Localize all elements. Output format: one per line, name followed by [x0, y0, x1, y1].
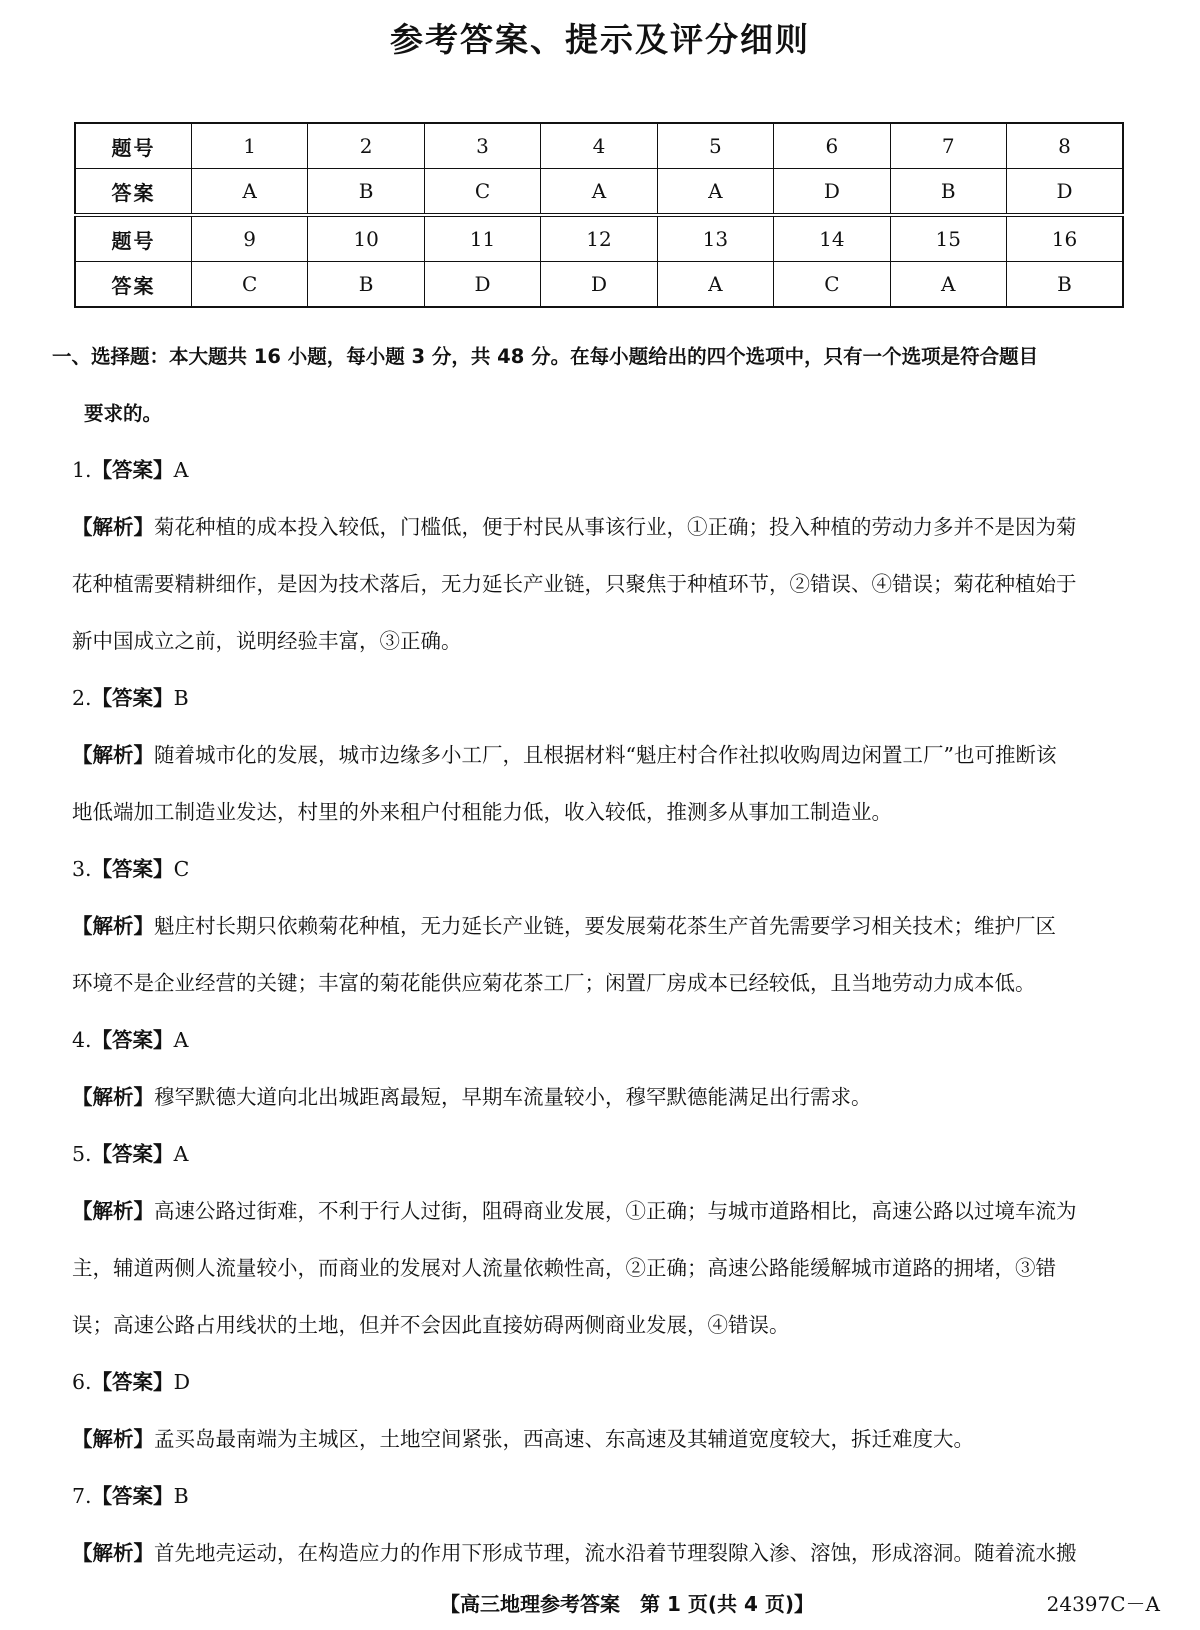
question-number-cell: 1	[191, 123, 307, 169]
question-answer-line	[52, 1354, 1152, 1411]
question-number: 5.	[72, 1142, 92, 1166]
analysis-text: 花种植需要精耕细作，是因为技术落后，无力延长产业链，只聚焦于种植环节，②错误、④错误；菊花种植始于	[72, 572, 1077, 596]
question-number-cell: 5	[657, 123, 773, 169]
section-heading-line2: 要求的。	[84, 402, 163, 425]
question-number: 3.	[72, 857, 92, 881]
answer-cell: D	[774, 169, 890, 216]
answer-value: B	[173, 1484, 189, 1508]
analysis-line	[52, 1069, 1152, 1126]
analysis-text: 地低端加工制造业发达，村里的外来租户付租能力低，收入较低，推测多从事加工制造业。	[72, 800, 892, 824]
question-number-cell: 7	[890, 123, 1006, 169]
answer-cell: A	[541, 169, 657, 216]
question-answer-line	[52, 670, 1152, 727]
answer-tag: 【答案】	[91, 458, 174, 482]
analysis-line	[52, 556, 1152, 613]
question-number-cell: 4	[541, 123, 657, 169]
question-number-cell: 11	[424, 215, 540, 262]
question-answer-line	[52, 442, 1152, 499]
question-number: 2.	[72, 686, 92, 710]
section-heading-line1: 一、选择题：本大题共 16 小题，每小题 3 分，共 48 分。在每小题给出的四个选项中，只有一个选项是符合题目	[52, 345, 1039, 368]
analysis-line	[52, 727, 1152, 784]
question-answer-line	[52, 841, 1152, 898]
analysis-text: 孟买岛最南端为主城区，土地空间紧张，西高速、东高速及其辅道宽度较大，拆迁难度大。	[154, 1427, 974, 1451]
question-number-cell: 16	[1007, 215, 1124, 262]
analysis-text: 随着城市化的发展，城市边缘多小工厂，且根据材料“魁庄村合作社拟收购周边闲置工厂”也可推断该	[154, 743, 1057, 767]
analysis-tag: 【解析】	[72, 1427, 154, 1451]
analysis-line	[52, 613, 1152, 670]
row-label-answer: 答案	[75, 169, 191, 216]
analysis-tag: 【解析】	[72, 1541, 154, 1565]
analysis-line	[52, 1183, 1152, 1240]
answer-table	[74, 122, 1124, 308]
question-number-cell: 6	[774, 123, 890, 169]
question-number-cell: 3	[424, 123, 540, 169]
question-number: 7.	[72, 1484, 92, 1508]
answer-cell: B	[1007, 262, 1124, 308]
answer-value: A	[173, 1028, 189, 1052]
analysis-text: 魁庄村长期只依赖菊花种植，无力延长产业链，要发展菊花茶生产首先需要学习相关技术；维护厂区	[154, 914, 1056, 938]
answer-tag: 【答案】	[91, 857, 174, 881]
analysis-text: 高速公路过街难，不利于行人过街，阻碍商业发展，①正确；与城市道路相比，高速公路以过境车流为	[154, 1199, 1077, 1223]
answer-cell: B	[308, 169, 424, 216]
table-row-numbers	[75, 123, 1123, 169]
analysis-tag: 【解析】	[72, 743, 154, 767]
content	[52, 328, 1152, 1582]
question-answer-line	[52, 1012, 1152, 1069]
analysis-line	[52, 898, 1152, 955]
analysis-tag: 【解析】	[72, 1199, 154, 1223]
question-number: 6.	[72, 1370, 92, 1394]
answer-cell: D	[541, 262, 657, 308]
row-label-number: 题号	[75, 215, 191, 262]
analysis-text: 环境不是企业经营的关键；丰富的菊花能供应菊花茶工厂；闲置厂房成本已经较低，且当地劳动力成本低。	[72, 971, 1036, 995]
question-list	[52, 442, 1152, 1582]
answer-cell: A	[191, 169, 307, 216]
answer-cell: C	[774, 262, 890, 308]
answer-tag: 【答案】	[91, 1370, 174, 1394]
table-row-answers	[75, 262, 1123, 308]
question-answer-line	[52, 1126, 1152, 1183]
table-row-answers	[75, 169, 1123, 216]
footer-code: 24397C－A	[1046, 1592, 1160, 1616]
answer-cell: A	[890, 262, 1006, 308]
answer-value: B	[173, 686, 189, 710]
analysis-line	[52, 784, 1152, 841]
footer	[0, 1588, 1200, 1622]
answer-tag: 【答案】	[91, 1484, 174, 1508]
answer-tag: 【答案】	[91, 1028, 174, 1052]
answer-tag: 【答案】	[91, 686, 174, 710]
analysis-text: 新中国成立之前，说明经验丰富，③正确。	[72, 629, 462, 653]
analysis-text: 主，辅道两侧人流量较小，而商业的发展对人流量依赖性高，②正确；高速公路能缓解城市道路的拥堵，③错	[72, 1256, 1056, 1280]
row-label-number: 题号	[75, 123, 191, 169]
analysis-line	[52, 499, 1152, 556]
answer-cell: C	[191, 262, 307, 308]
answer-cell: D	[424, 262, 540, 308]
answer-cell: B	[890, 169, 1006, 216]
analysis-line	[52, 955, 1152, 1012]
answer-cell: B	[308, 262, 424, 308]
analysis-tag: 【解析】	[72, 1085, 154, 1109]
question-answer-line	[52, 1468, 1152, 1525]
question-number: 1.	[72, 458, 92, 482]
answer-value: D	[173, 1370, 190, 1394]
answer-value: A	[173, 458, 189, 482]
analysis-text: 穆罕默德大道向北出城距离最短，早期车流量较小，穆罕默德能满足出行需求。	[154, 1085, 872, 1109]
question-number-cell: 9	[191, 215, 307, 262]
question-number-cell: 15	[890, 215, 1006, 262]
page-title: 参考答案、提示及评分细则	[390, 20, 810, 59]
answer-cell: A	[657, 169, 773, 216]
answer-value: C	[173, 857, 190, 881]
question-number-cell: 14	[774, 215, 890, 262]
analysis-line	[52, 1411, 1152, 1468]
answer-cell: C	[424, 169, 540, 216]
question-number-cell: 13	[657, 215, 773, 262]
analysis-text: 误；高速公路占用线状的土地，但并不会因此直接妨碍两侧商业发展，④错误。	[72, 1313, 790, 1337]
table-row-numbers	[75, 215, 1123, 262]
analysis-tag: 【解析】	[72, 914, 154, 938]
answer-tag: 【答案】	[91, 1142, 174, 1166]
answer-cell: D	[1007, 169, 1124, 216]
question-number: 4.	[72, 1028, 92, 1052]
question-number-cell: 8	[1007, 123, 1124, 169]
row-label-answer: 答案	[75, 262, 191, 308]
question-number-cell: 2	[308, 123, 424, 169]
analysis-text: 菊花种植的成本投入较低，门槛低，便于村民从事该行业，①正确；投入种植的劳动力多并不是因为菊	[154, 515, 1077, 539]
question-number-cell: 12	[541, 215, 657, 262]
answer-cell: A	[657, 262, 773, 308]
analysis-line	[52, 1525, 1152, 1582]
answer-value: A	[173, 1142, 189, 1166]
footer-page-info: 【高三地理参考答案 第 1 页(共 4 页)】	[440, 1592, 814, 1616]
analysis-line	[52, 1297, 1152, 1354]
analysis-text: 首先地壳运动，在构造应力的作用下形成节理，流水沿着节理裂隙入渗、溶蚀，形成溶洞。随着流水搬	[154, 1541, 1077, 1565]
question-number-cell: 10	[308, 215, 424, 262]
analysis-line	[52, 1240, 1152, 1297]
analysis-tag: 【解析】	[72, 515, 154, 539]
